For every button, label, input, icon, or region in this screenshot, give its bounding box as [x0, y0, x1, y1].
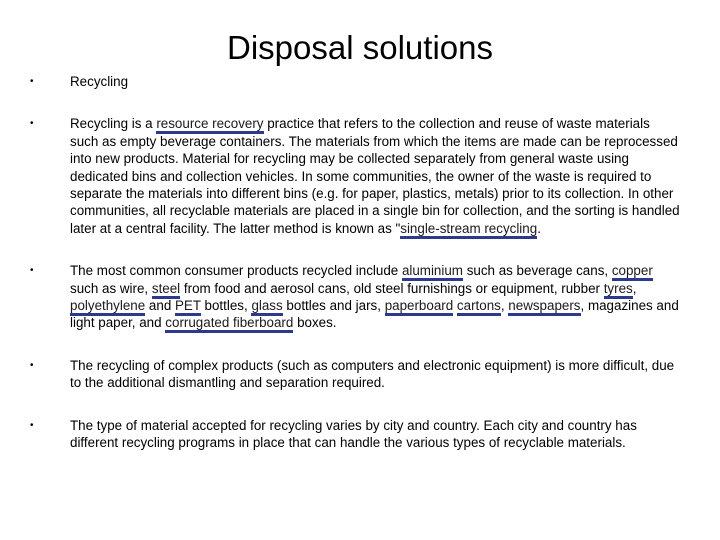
bullet-list — [30, 73, 680, 452]
text-run: , — [500, 298, 509, 314]
bullet-point-icon: • — [30, 359, 34, 371]
text-run: The type of material accepted for recycling varies by city and country. Each city and country has different recycling programs in place that can handle the various types of recyclable materials. — [70, 417, 637, 451]
bullet-point-icon: • — [30, 265, 34, 277]
bullet-text — [70, 115, 680, 237]
hyperlink[interactable]: resource recovery — [156, 116, 263, 134]
text-run: Recycling is a — [70, 116, 157, 132]
text-run: Recycling — [70, 74, 129, 89]
text-run: from food and aerosol cans, old steel furnishings or equipment, rubber — [180, 280, 604, 296]
bullet-item — [30, 357, 680, 392]
bullet-text — [70, 262, 680, 332]
text-run: boxes. — [293, 315, 337, 331]
hyperlink[interactable]: cartons — [457, 298, 501, 316]
hyperlink[interactable]: single-stream recycling — [400, 221, 537, 239]
text-run: , magazines and light paper, and — [70, 298, 679, 331]
slide-title: Disposal solutions — [227, 29, 493, 66]
text-run: The most common consumer products recycled include — [70, 263, 402, 279]
hyperlink[interactable]: aluminium — [402, 263, 463, 281]
bullet-item — [30, 73, 680, 90]
bullet-point-icon: • — [30, 76, 34, 87]
hyperlink[interactable]: PET — [175, 298, 201, 316]
hyperlink[interactable]: polyethylene — [70, 298, 145, 316]
bullet-text — [70, 73, 680, 90]
hyperlink[interactable]: glass — [251, 298, 282, 316]
hyperlink[interactable]: tyres — [604, 281, 633, 299]
text-run: practice that refers to the collection and reuse of waste materials such as empty beverage containers. The materials from which the items are made can be reprocessed into new products. Material for recycling may be collected separately from general waste using dedicated bins and collection vehicles. In some communities, the owner of the waste is required to separate the materials into different bins (e.g. for paper, plastics, metals) prior to its collection. In other communities, all recyclable materials are placed in a single bin for collection, and the sorting is handled later at a central facility. The latter method is known as " — [70, 116, 680, 236]
text-run: , — [632, 280, 637, 296]
hyperlink[interactable]: copper — [612, 263, 653, 281]
bullet-item — [30, 262, 680, 332]
hyperlink[interactable]: corrugated fiberboard — [165, 315, 293, 333]
bullet-point-icon: • — [30, 118, 34, 130]
text-run: and — [145, 298, 175, 314]
text-run: bottles, — [200, 298, 252, 314]
hyperlink[interactable]: paperboard — [385, 298, 454, 316]
bullet-text — [70, 417, 680, 452]
text-run: such as wire, — [70, 280, 152, 296]
bullet-point-icon: • — [30, 419, 34, 431]
hyperlink[interactable]: newspapers — [508, 298, 580, 316]
bullet-item — [30, 115, 680, 237]
bullet-item — [30, 417, 680, 452]
text-run: The recycling of complex products (such as computers and electronic equipment) is more difficult, due to the additional dismantling and separation required. — [70, 357, 675, 391]
text-run: such as beverage cans, — [462, 263, 612, 279]
hyperlink[interactable]: steel — [152, 281, 180, 299]
bullet-text — [70, 357, 680, 392]
text-run: bottles and jars, — [282, 298, 385, 314]
text-run: . — [537, 220, 541, 236]
